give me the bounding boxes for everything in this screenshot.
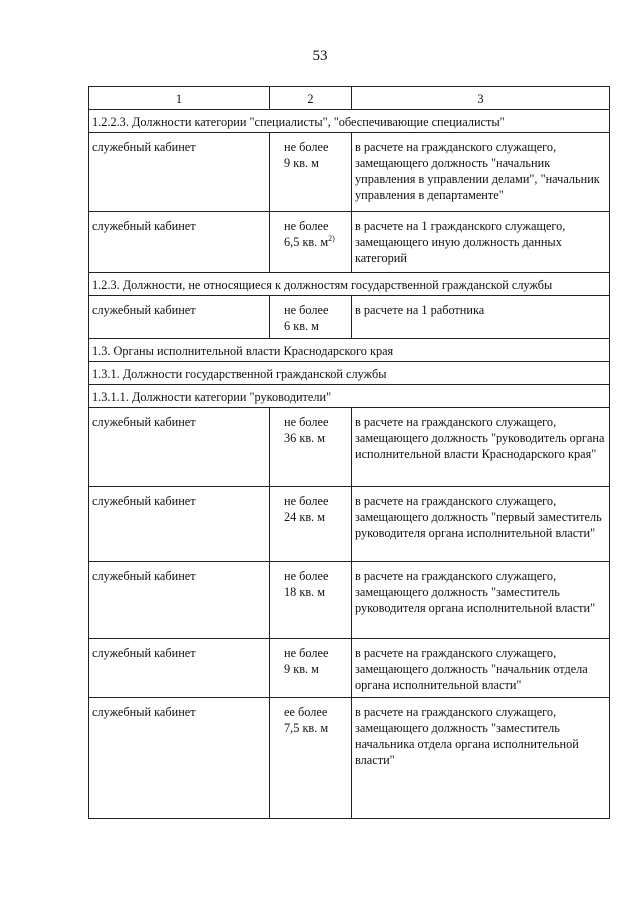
column-header: 3 [352, 87, 610, 110]
norm-condition: в расчете на гражданского служащего, замещающего должность "начальник управления в управлении делами", "начальник управления в департаменте" [352, 133, 610, 212]
area-norm-value: 9 кв. м [284, 156, 319, 170]
column-header: 2 [270, 87, 352, 110]
area-norm-value: 6,5 кв. м [284, 235, 329, 249]
norm-condition: в расчете на гражданского служащего, замещающего должность "заместитель начальника отдела органа исполнительной власти" [352, 698, 610, 819]
area-norm-value-line [284, 661, 348, 677]
section-row [89, 339, 610, 362]
norm-condition: в расчете на гражданского служащего, замещающего должность "руководитель органа исполнительной власти Краснодарского края" [352, 408, 610, 487]
table-row [89, 296, 610, 339]
table-row [89, 487, 610, 562]
area-norm [270, 296, 352, 339]
column-header: 1 [89, 87, 270, 110]
norm-condition: в расчете на 1 работника [352, 296, 610, 339]
norm-condition: в расчете на гражданского служащего, замещающего должность "заместитель руководителя органа исполнительной власти" [352, 562, 610, 639]
area-norm-prefix: не более [284, 646, 329, 660]
area-norm-value: 18 кв. м [284, 585, 326, 599]
area-norm-value: 24 кв. м [284, 510, 326, 524]
premise-type: служебный кабинет [89, 296, 270, 339]
area-norm [270, 698, 352, 819]
table-row [89, 408, 610, 487]
section-title: 1.3.1. Должности государственной гражданской службы [89, 362, 610, 385]
area-norm [270, 212, 352, 273]
section-row [89, 362, 610, 385]
area-norm-prefix: не более [284, 303, 329, 317]
norm-condition: в расчете на гражданского служащего, замещающего должность "первый заместитель руководителя органа исполнительной власти" [352, 487, 610, 562]
area-norm-value-line [284, 584, 348, 600]
area-norm-value-line [284, 430, 348, 446]
table-row [89, 698, 610, 819]
norm-condition: в расчете на гражданского служащего, замещающего должность "начальник отдела органа исполнительной власти" [352, 639, 610, 698]
area-norm [270, 133, 352, 212]
area-norm-value-line [284, 720, 348, 736]
area-norm-value-line [284, 318, 348, 334]
table-row [89, 212, 610, 273]
section-title: 1.2.2.3. Должности категории "специалисты", "обеспечивающие специалисты" [89, 110, 610, 133]
premise-type: служебный кабинет [89, 212, 270, 273]
premise-type: служебный кабинет [89, 698, 270, 819]
area-norm-value: 9 кв. м [284, 662, 319, 676]
area-norm-value: 6 кв. м [284, 319, 319, 333]
norm-condition: в расчете на 1 гражданского служащего, замещающего иную должность данных категорий [352, 212, 610, 273]
area-norm [270, 408, 352, 487]
section-row [89, 273, 610, 296]
area-norm-prefix: не более [284, 494, 329, 508]
page-number: 53 [312, 48, 328, 64]
section-title: 1.3. Органы исполнительной власти Краснодарского края [89, 339, 610, 362]
area-norm-prefix: не более [284, 569, 329, 583]
area-norm-prefix: не более [284, 415, 329, 429]
area-norm-prefix: не более [284, 140, 329, 154]
norms-table [88, 86, 610, 819]
area-norm-prefix: не более [284, 219, 329, 233]
premise-type: служебный кабинет [89, 639, 270, 698]
area-norm-value: 36 кв. м [284, 431, 326, 445]
section-title: 1.3.1.1. Должности категории "руководители" [89, 385, 610, 408]
area-norm-value-line [284, 509, 348, 525]
table-row [89, 639, 610, 698]
area-norm-prefix: ее более [284, 705, 328, 719]
table-row [89, 562, 610, 639]
premise-type: служебный кабинет [89, 562, 270, 639]
premise-type: служебный кабинет [89, 133, 270, 212]
area-norm-value-line [284, 155, 348, 171]
area-norm-value-line [284, 234, 348, 250]
area-norm-value: 7,5 кв. м [284, 721, 329, 735]
area-norm [270, 562, 352, 639]
premise-type: служебный кабинет [89, 487, 270, 562]
premise-type: служебный кабинет [89, 408, 270, 487]
table-row [89, 133, 610, 212]
section-row [89, 110, 610, 133]
area-norm [270, 487, 352, 562]
table-header-row [89, 87, 610, 110]
area-norm [270, 639, 352, 698]
footnote-mark: 2) [328, 233, 335, 243]
section-row [89, 385, 610, 408]
section-title: 1.2.3. Должности, не относящиеся к должностям государственной гражданской службы [89, 273, 610, 296]
